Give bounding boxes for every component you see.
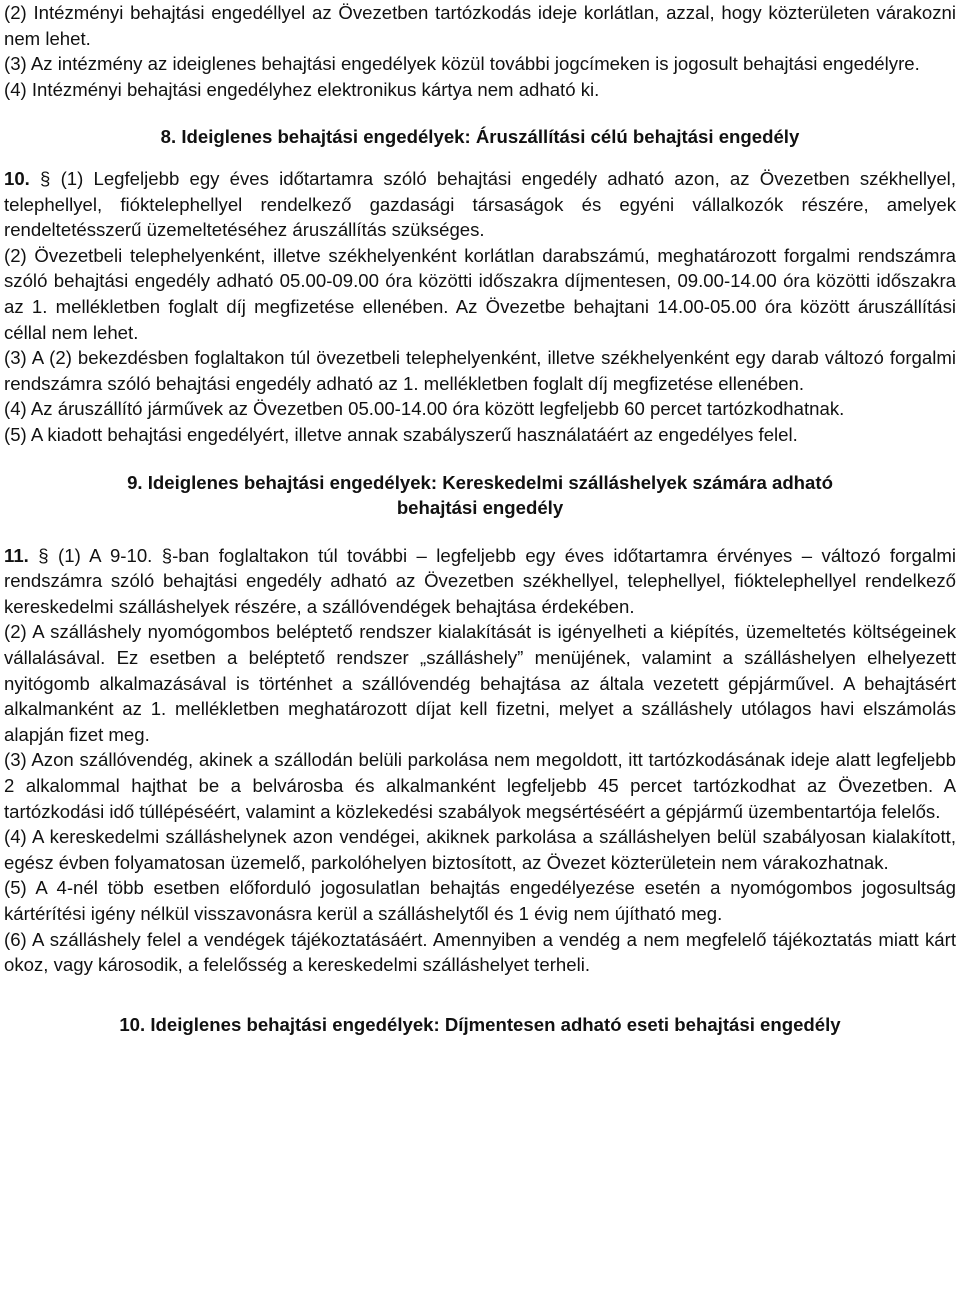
spacer	[4, 978, 956, 1012]
section-8-paragraph-1	[4, 166, 956, 243]
section-9-paragraph-3: (3) Azon szállóvendég, akinek a szállodán belüli parkolása nem megoldott, itt tartózkodásának ideje alatt legfeljebb 2 alkalommal hajthat be a belvárosba és alkalmanként legfeljebb 45 percet tartózkodhat az Övezetben. A tartózkodási idő túllépéséért, valamint a közlekedési szabályok megsértéséért a gépjármű üzembentartója felelős.	[4, 749, 956, 822]
section-8-paragraph-3: (3) A (2) bekezdésben foglaltakon túl övezetbeli telephelyenként, illetve székhelyenként egy darab változó forgalmi rendszámra szóló behajtási engedély adható az 1. mellékletben foglalt díj megfizetése ellenében.	[4, 347, 956, 394]
section-9-paragraph-1	[4, 543, 956, 620]
spacer	[4, 102, 956, 124]
section-9-paragraph-6: (6) A szálláshely felel a vendégek tájékoztatásáért. Amennyiben a vendég a nem megfelelő tájékoztatás miatt kárt okoz, vagy károsodik, a felelősség a kereskedelmi szálláshelyet terheli.	[4, 928, 956, 976]
section-9-paragraph-4: (4) A kereskedelmi szálláshelynek azon vendégei, akiknek parkolása a szálláshelyen belül szabályosan kialakított, egész évben folyamatosan üzemelő, parkolóhelyen biztosított, az Övezet közterületein nem várakozhatnak.	[4, 826, 956, 873]
intro-paragraph-4: (4) Intézményi behajtási engedélyhez elektronikus kártya nem adható ki.	[4, 78, 600, 100]
section-9-heading-line-1: 9. Ideiglenes behajtási engedélyek: Kereskedelmi szálláshelyek számára adható	[127, 471, 833, 493]
intro-paragraph-2: (2) Intézményi behajtási engedéllyel az Övezetben tartózkodás ideje korlátlan, azzal, hogy közterületen várakozni nem lehet.	[4, 2, 956, 49]
section-9-heading	[4, 470, 956, 521]
section-8-paragraph-5: (5) A kiadott behajtási engedélyért, illetve annak szabályszerű használatáért az engedélyes felel.	[4, 423, 798, 445]
section-9-paragraph-2: (2) A szálláshely nyomógombos beléptető rendszer kialakítását is igényelheti a kiépítés, üzemeltetés költségeinek vállalásával. Ez esetben a beléptető rendszer „szálláshely” menüjének, valamint a szálláshelyen elhelyezett nyitógomb alkalmazásával is történhet a szállóvendég behajtása az általa vezetett gépjárművel. A behajtásért alkalmanként az 1. mellékletben meghatározott díjat kell fizetni, melyet a szálláshely utólagos havi elszámolás alapján fizet meg.	[4, 621, 956, 745]
paragraph-text: § (1) A 9-10. §-ban foglaltakon túl további – legfeljebb egy éves időtartamra érvényes – változó forgalmi rendszámra szóló behajtási engedély adható az Övezetben székhellyel, telephellyel, fióktelephellyel rendelkező kereskedelmi szálláshelyek részére, a szállóvendégek behajtása érdekében.	[4, 544, 956, 617]
intro-paragraph-3: (3) Az intézmény az ideiglenes behajtási engedélyek közül további jogcímeken is jogosult behajtási engedélyre.	[4, 53, 920, 75]
spacer	[4, 150, 956, 166]
paragraph-number: 10.	[4, 167, 30, 189]
section-9-heading-line-2: behajtási engedély	[396, 497, 564, 519]
paragraph-number: 11.	[4, 544, 29, 566]
section-8-heading: 8. Ideiglenes behajtási engedélyek: Áruszállítási célú behajtási engedély	[160, 126, 800, 148]
section-8-paragraph-2: (2) Övezetbeli telephelyenként, illetve székhelyenként korlátlan darabszámú, meghatározott forgalmi rendszámra szóló behajtási engedély adható 05.00-09.00 óra közötti időszakra díjmentesen, 09.00-14.00 óra közötti időszakra az 1. mellékletben foglalt díj megfizetése ellenében. Az Övezetbe behajtani 14.00-05.00 óra között áruszállítási céllal nem lehet.	[4, 244, 956, 343]
spacer	[4, 521, 956, 543]
section-8-paragraph-4: (4) Az áruszállító járművek az Övezetben 05.00-14.00 óra között legfeljebb 60 percet tartózkodhatnak.	[4, 398, 845, 420]
section-10-heading: 10. Ideiglenes behajtási engedélyek: Díjmentesen adható eseti behajtási engedély	[119, 1013, 841, 1035]
paragraph-text: § (1) Legfeljebb egy éves időtartamra szóló behajtási engedély adható azon, az Övezetben székhellyel, telephellyel, fióktelephellyel rendelkező gazdasági társaságok és egyéni vállalkozók részére, amelyek rendeltetésszerű üzemeltetéséhez áruszállítás szükséges.	[4, 167, 956, 241]
spacer	[4, 448, 956, 470]
section-9-paragraph-5: (5) A 4-nél több esetben előforduló jogosulatlan behajtás engedélyezése esetén a nyomógombos jogosultság kártérítési igény nélkül visszavonásra kerül a szálláshelytől és 1 évig nem újítható meg.	[4, 877, 956, 924]
